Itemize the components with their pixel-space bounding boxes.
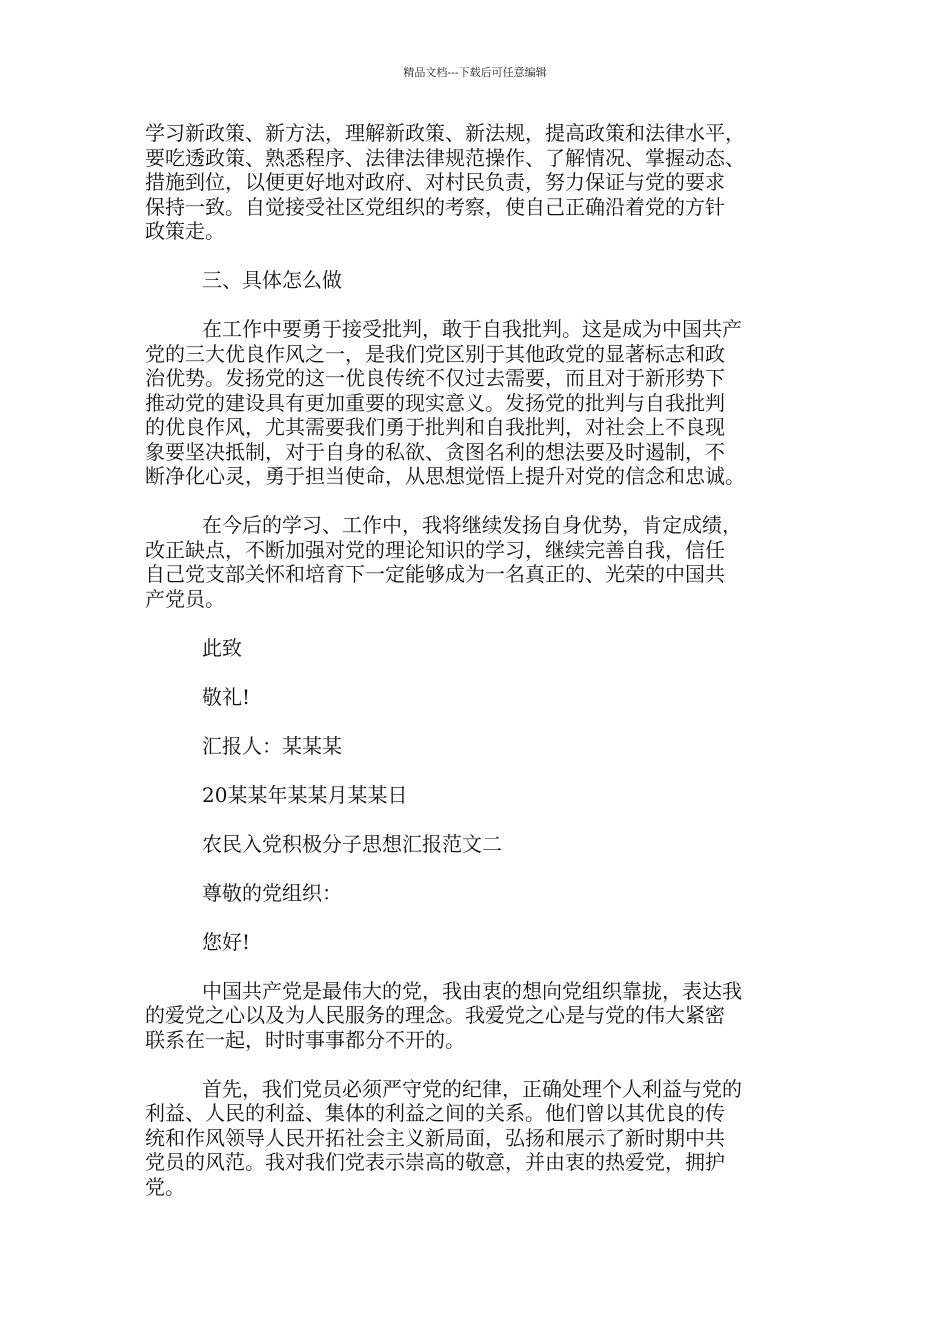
text-line: 政策走。 [145, 219, 225, 243]
paragraph-future [145, 513, 807, 611]
text-line: 尊敬的党组织： [202, 880, 342, 905]
text-line: 改正缺点，不断加强对党的理论知识的学习，继续完善自我，信任 [145, 537, 725, 562]
text-line: 利益、人民的利益、集体的利益之间的关系。他们曾以其优良的传 [145, 1101, 725, 1125]
text-line: 措施到位，以便更好地对政府、对村民负责，努力保证与党的要求 [145, 170, 725, 194]
text-line: 敬礼! [202, 684, 251, 709]
text-line: 自己党支部关怀和培育下一定能够成为一名真正的、光荣的中国共 [145, 562, 725, 586]
paragraph-love-party [145, 979, 807, 1053]
text-line: 农民入党积极分子思想汇报范文二 [202, 831, 502, 856]
text-line: 象要坚决抵制，对于自身的私欲、贪图名利的想法要及时遏制，不 [145, 439, 725, 464]
text-line: 在工作中要勇于接受批判，敢于自我批判。这是成为中国共产 [202, 317, 742, 341]
paragraph-discipline [145, 1077, 807, 1200]
date-line [145, 783, 807, 808]
text-line: 汇报人：某某某 [202, 733, 342, 758]
article-title [145, 832, 807, 857]
paragraph-continuation [145, 121, 807, 244]
document-body [145, 121, 807, 1199]
text-line: 治优势。发扬党的这一优良传统不仅过去需要，而且对于新形势下 [145, 366, 725, 390]
text-line: 党。 [145, 1174, 185, 1199]
text-line: 中国共产党是最伟大的党，我由衷的想向党组织靠拢，表达我 [202, 978, 742, 1003]
text-line: 此致 [202, 635, 242, 660]
text-line: 保持一致。自觉接受社区党组织的考察，使自己正确沿着党的方针 [145, 194, 725, 219]
text-line: 推动党的建设具有更加重要的现实意义。发扬党的批判与自我批判 [145, 390, 725, 415]
text-line: 产党员。 [145, 586, 225, 611]
text-line: 统和作风领导人民开拓社会主义新局面，弘扬和展示了新时期中共 [145, 1125, 725, 1150]
greeting [145, 930, 807, 955]
text-line: 学习新政策、新方法，理解新政策、新法规，提高政策和法律水平， [145, 121, 745, 145]
text-line: 的优良作风，尤其需要我们勇于批判和自我批判，对社会上不良现 [145, 415, 725, 439]
greeting-recipient [145, 881, 807, 906]
text-line: 的爱党之心以及为人民服务的理念。我爱党之心是与党的伟大紧密 [145, 1003, 725, 1027]
text-line: 党的三大优良作风之一，是我们党区别于其他政党的显著标志和政 [145, 341, 725, 366]
text-line: 要吃透政策、熟悉程序、法律法律规范操作、了解情况、掌握动态、 [145, 145, 745, 170]
text-line: 首先，我们党员必须严守党的纪律，正确处理个人利益与党的 [202, 1076, 742, 1101]
reporter-line [145, 734, 807, 759]
heading-text: 三、具体怎么做 [202, 268, 342, 292]
closing-respect [145, 685, 807, 710]
text-line: 断净化心灵，勇于担当使命，从思想觉悟上提升对党的信念和忠诚。 [145, 464, 745, 488]
text-line: 联系在一起，时时事事都分不开的。 [145, 1027, 465, 1052]
section-heading [145, 268, 807, 293]
text-line: 您好! [202, 929, 251, 954]
page-header: 精品文档---下载后可任意编辑 [403, 66, 547, 79]
text-line: 党员的风范。我对我们党表示崇高的敬意，并由衷的热爱党，拥护 [145, 1150, 725, 1174]
closing-salutation [145, 636, 807, 661]
paragraph-criticism [145, 317, 807, 489]
text-line: 在今后的学习、工作中，我将继续发扬自身优势，肯定成绩， [202, 513, 742, 537]
text-line: 20某某年某某月某某日 [202, 782, 408, 807]
